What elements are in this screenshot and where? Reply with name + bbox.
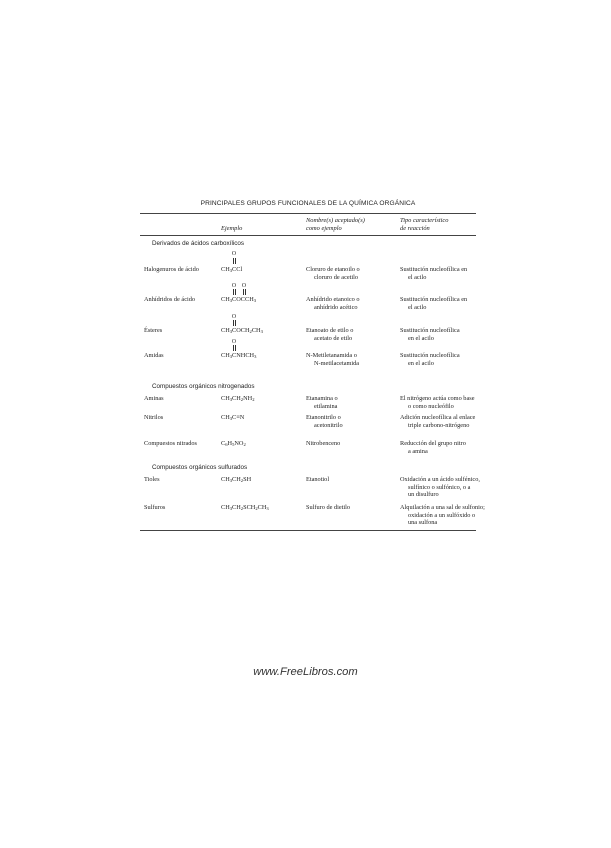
row-class: Nitrilos: [144, 414, 164, 421]
header-reaction-line1: Tipo característico: [400, 217, 449, 224]
formula-subscript: 2: [240, 478, 244, 484]
formula-subscript: 2: [240, 397, 244, 403]
row-name: [306, 327, 353, 342]
row-formula: [221, 440, 246, 448]
formula-subscript: 2: [255, 506, 258, 512]
formula-part: CH: [221, 476, 230, 483]
reaction-line1: Sustitución nucleofílica: [400, 352, 460, 359]
carbonyl-oxygen: O: [231, 251, 237, 257]
reaction-line1: Sustitución nucleofílica en: [400, 296, 468, 303]
carbonyl-oxygen: O: [231, 339, 237, 345]
formula-subscript: 3: [266, 506, 269, 512]
reaction-line1: Adición nucleofílica al enlace: [400, 414, 476, 421]
formula-part: CH: [251, 327, 261, 334]
section-title: Compuestos orgánicos sulfurados: [152, 464, 248, 471]
reaction-line2: sulfínico o sulfónico, o a: [408, 483, 471, 491]
formula-part: CH: [232, 395, 241, 402]
row-name: [306, 352, 359, 367]
formula-part: CH: [221, 352, 230, 359]
formula-subscript: 3: [253, 298, 257, 304]
header-example: Ejemplo: [221, 225, 243, 232]
row-name: Etanotiol: [306, 476, 330, 483]
reaction-line2: o como nucleófilo: [408, 402, 454, 410]
reaction-line3: una sulfona: [408, 519, 438, 527]
row-class: Aminas: [144, 395, 164, 402]
row-class: Ésteres: [144, 327, 163, 334]
table-title: PRINCIPALES GRUPOS FUNCIONALES DE LA QUÍMICA ORGÁNICA: [200, 200, 416, 207]
section-title: Derivados de ácidos carboxílicos: [152, 240, 245, 247]
formula-part: CCl: [232, 266, 243, 273]
formula-part: SH: [243, 476, 252, 483]
row-formula: [221, 266, 242, 274]
name-line2: N-metilacetamida: [314, 359, 360, 367]
reaction-line3: un disulfuro: [408, 491, 439, 499]
formula-subscript: 5: [232, 442, 235, 448]
row-name: Nitrobenceno: [306, 440, 341, 447]
header-name: [306, 217, 365, 233]
formula-part: COCH: [232, 327, 250, 334]
formula-part: NH: [243, 395, 253, 402]
row-reaction: [400, 395, 475, 410]
formula-part: CH: [257, 504, 267, 511]
formula-subscript: 3: [229, 268, 233, 274]
header-name-line1: Nombre(s) aceptado(s): [306, 217, 365, 224]
header-reaction: [400, 217, 448, 233]
formula-part: CNHCH: [232, 352, 255, 359]
name-line1: Etanoato de etilo o: [306, 327, 354, 334]
formula-subscript: 3: [229, 397, 233, 403]
reaction-line2: oxidación a un sulfóxido o: [408, 511, 476, 519]
formula-part: CH: [221, 414, 230, 421]
formula-subscript: 3: [254, 354, 257, 360]
row-formula: [221, 352, 256, 360]
carbonyl-oxygen: O: [231, 314, 237, 320]
formula-part: CH: [221, 266, 230, 273]
row-reaction: [400, 327, 460, 342]
formula-subscript: 3: [229, 506, 233, 512]
row-name: [306, 266, 360, 281]
row-formula: [221, 395, 255, 403]
reaction-line2: triple carbono-nitrógeno: [408, 421, 470, 429]
carbonyl-oxygen: O: [231, 283, 237, 289]
formula-part: C: [221, 440, 226, 447]
reaction-line2: el acilo: [408, 273, 427, 281]
row-class: Compuestos nitrados: [144, 440, 197, 447]
row-reaction: [400, 476, 480, 499]
header-reaction-line2: de reacción: [400, 225, 430, 232]
row-reaction: [400, 352, 460, 367]
row-reaction: [400, 504, 485, 527]
row-reaction: [400, 414, 475, 429]
formula-subscript: 3: [229, 478, 233, 484]
formula-subscript: 3: [229, 416, 233, 422]
row-reaction: [400, 296, 467, 311]
reaction-line1: Alquilación a una sal de sulfonio;: [400, 504, 485, 511]
formula-subscript: 6: [225, 442, 228, 448]
formula-subscript: 3: [260, 329, 263, 335]
carbonyl-oxygen: O: [241, 283, 247, 289]
reaction-line1: El nitrógeno actúa como base: [400, 395, 475, 402]
name-line1: Cloruro de etanoilo o: [306, 266, 360, 273]
double-bond: [233, 320, 236, 326]
row-formula: [221, 476, 251, 484]
section-title: Compuestos orgánicos nitrogenados: [152, 383, 255, 390]
row-name: [306, 414, 343, 429]
row-class: Halogenuros de ácido: [144, 266, 199, 273]
row-name: [306, 296, 360, 311]
reaction-line1: Sustitución nucleofílica en: [400, 266, 468, 273]
row-class: Sulfuros: [144, 504, 166, 511]
formula-part: SCH: [243, 504, 256, 511]
formula-part: CH: [232, 476, 241, 483]
formula-part: CH: [221, 296, 230, 303]
name-line1: N-Metiletanamida o: [306, 352, 357, 359]
row-name: [306, 395, 338, 410]
double-bond: [233, 345, 236, 351]
formula-part: COCCH: [232, 296, 254, 303]
footer-watermark: www.FreeLibros.com: [253, 666, 358, 678]
row-formula: [221, 504, 269, 512]
name-line1: Etanonitrilo o: [306, 414, 341, 421]
top-rule: [140, 213, 476, 214]
formula-part: NO: [234, 440, 244, 447]
formula-subscript: 3: [229, 354, 233, 360]
row-formula: [221, 296, 256, 304]
formula-part: CH: [232, 504, 241, 511]
row-class: Anhídridos de ácido: [144, 296, 196, 303]
formula-subscript: 3: [229, 329, 233, 335]
formula-subscript: 3: [229, 298, 233, 304]
reaction-line2: en el acilo: [408, 359, 434, 367]
formula-subscript: 2: [243, 442, 246, 448]
formula-subscript: 2: [252, 397, 255, 403]
formula-part: H: [227, 440, 233, 447]
name-line2: acetato de etilo: [314, 334, 353, 342]
name-line2: anhídrido acético: [314, 303, 358, 311]
reaction-line1: Oxidación a un ácido sulfénico,: [400, 476, 480, 483]
row-class: Amidas: [144, 352, 164, 359]
formula-part: C≡N: [232, 414, 245, 421]
row-class: Tioles: [144, 476, 160, 483]
row-reaction: [400, 440, 466, 455]
double-bond: [233, 289, 236, 295]
double-bond: [233, 258, 236, 264]
reaction-line1: Reducción del grupo nitro: [400, 440, 466, 447]
name-line2: etilamina: [314, 402, 338, 410]
row-formula: [221, 414, 244, 422]
name-line2: acetonitrilo: [314, 421, 343, 429]
name-line2: cloruro de acetilo: [314, 273, 359, 281]
row-formula: [221, 327, 263, 335]
bottom-rule: [140, 530, 476, 531]
reaction-line1: Sustitución nucleofílica: [400, 327, 460, 334]
header-rule: [140, 235, 476, 236]
header-name-line2: como ejemplo: [306, 225, 342, 232]
row-name: Sulfuro de dietilo: [306, 504, 351, 511]
reaction-line2: en el acilo: [408, 334, 434, 342]
double-bond: [243, 289, 246, 295]
name-line1: Anhídrido etanoico o: [306, 296, 360, 303]
reaction-line2: a amina: [408, 447, 428, 455]
formula-part: CH: [221, 504, 230, 511]
formula-part: CH: [221, 395, 230, 402]
formula-part: CH: [221, 327, 230, 334]
formula-subscript: 2: [240, 506, 244, 512]
formula-subscript: 2: [249, 329, 252, 335]
reaction-line2: el acilo: [408, 303, 427, 311]
row-reaction: [400, 266, 467, 281]
name-line1: Etanamina o: [306, 395, 338, 402]
